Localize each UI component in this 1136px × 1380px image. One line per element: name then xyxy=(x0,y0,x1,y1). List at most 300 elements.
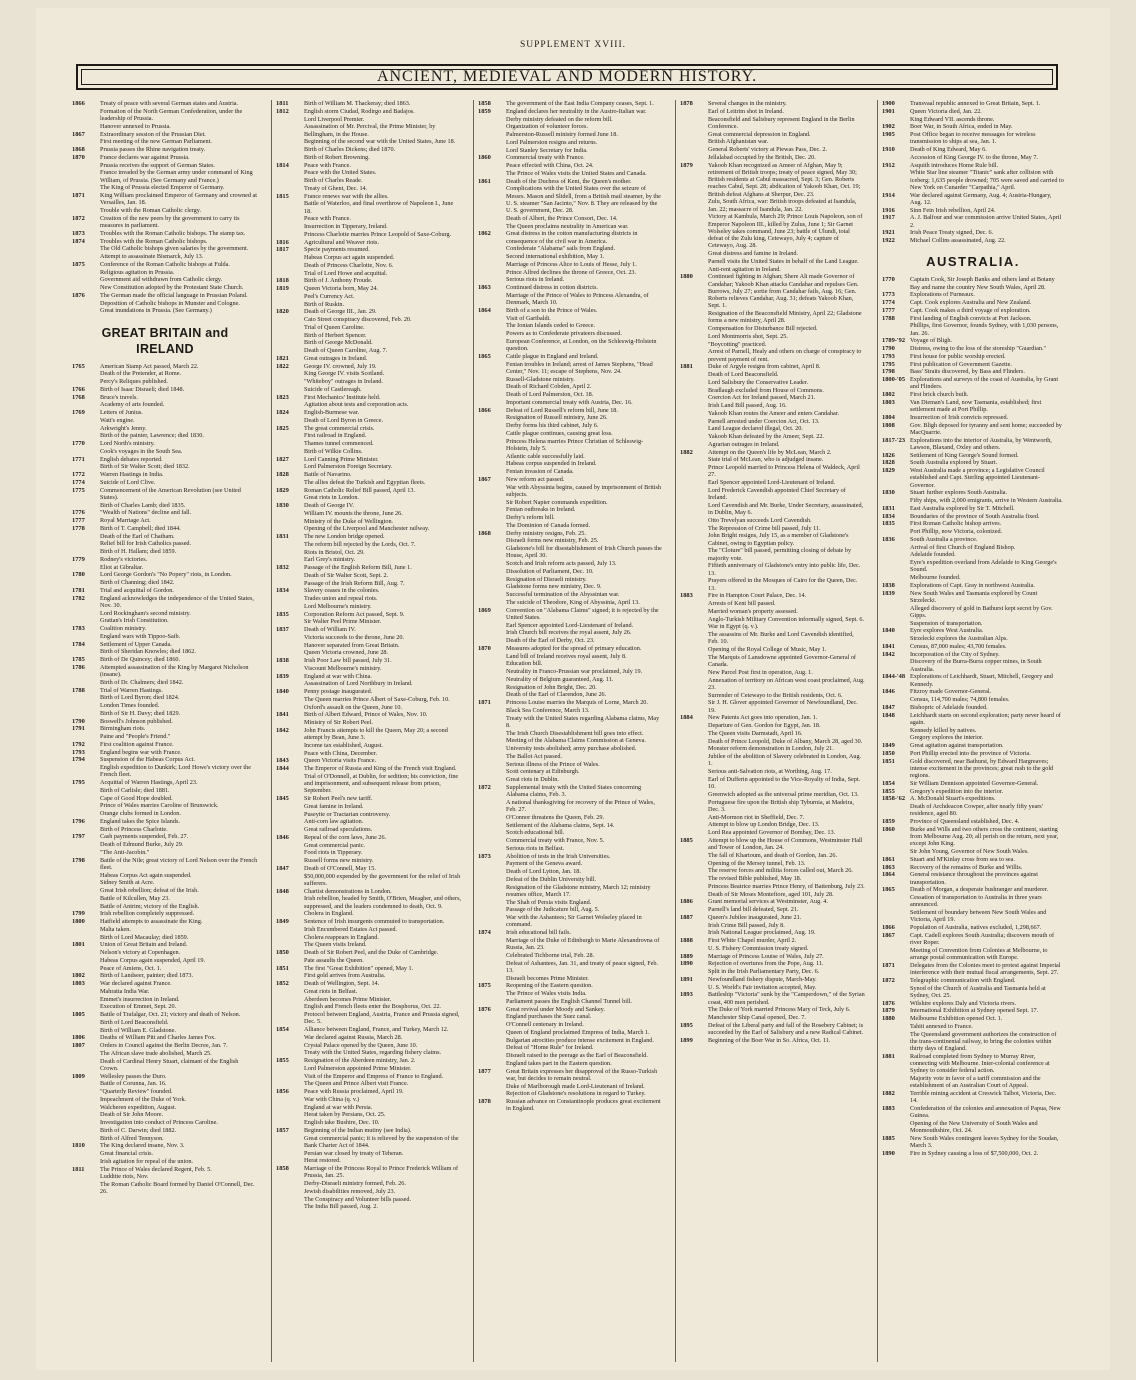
entry-text: Land League declared illegal, Oct. 20. xyxy=(708,425,803,433)
timeline-entry xyxy=(276,649,462,656)
entry-year: 1800-'05 xyxy=(882,376,906,383)
timeline-entry xyxy=(882,1023,1064,1030)
entry-text: Great financial crisis. xyxy=(100,1150,154,1157)
entry-text: Death of King Edward, May 6. xyxy=(910,146,987,153)
timeline-entry xyxy=(276,154,462,161)
entry-year: 1825 xyxy=(276,424,289,432)
entry-text: First Roman Catholic bishop arrives. xyxy=(910,520,1002,528)
entry-text: Lord North's ministry. xyxy=(100,440,155,447)
entry-text: Reopening of the Eastern question. xyxy=(506,982,593,990)
entry-year: 1867 xyxy=(882,931,895,939)
column-4 xyxy=(680,100,866,1362)
timeline-entry xyxy=(882,123,1064,130)
timeline-entry xyxy=(72,1173,258,1180)
entry-year: 1902 xyxy=(882,123,895,131)
entry-text: Queen Victoria died, Jan. 22. xyxy=(910,107,982,115)
entry-text: The Queen visits Darmstadt, April 16. xyxy=(708,729,803,737)
timeline-entry xyxy=(478,730,664,737)
timeline-entry xyxy=(882,1075,1064,1090)
entry-text: Disraeli forms new ministry, Feb. 25. xyxy=(506,537,599,545)
timeline-entry xyxy=(680,379,866,386)
entry-text: Gladstone's bill for disestablishment of Irish Church passes the House, April 30. xyxy=(506,545,662,560)
entry-text: Death of Edmund Burke, July 29. xyxy=(100,841,184,848)
entry-text: Arrival of first Church of England Bishop. xyxy=(910,543,1016,551)
column-5 xyxy=(882,100,1064,1362)
entry-year: 1846 xyxy=(276,833,289,841)
entry-text: Transvaal republic annexed to Great Britain, Sept. 1. xyxy=(910,100,1041,107)
entry-text: War declared against France. xyxy=(100,980,172,987)
entry-year: 1827 xyxy=(276,455,289,463)
entry-text: Trades union and repeal riots. xyxy=(304,595,378,602)
timeline-entry xyxy=(276,696,462,703)
timeline-entry xyxy=(72,833,258,840)
entry-text: Peel's Currency Act. xyxy=(304,292,355,300)
timeline-entry xyxy=(680,906,866,913)
entry-text: Birth of Landseer, painter; died 1873. xyxy=(100,972,194,980)
timeline-entry xyxy=(72,857,258,872)
timeline-entry xyxy=(72,401,258,408)
entry-year: 1899 xyxy=(680,1036,693,1044)
timeline-entry xyxy=(680,799,866,814)
entry-year: 1783 xyxy=(72,625,85,632)
entry-year: 1876 xyxy=(882,999,895,1007)
timeline-entry xyxy=(276,432,462,439)
timeline-entry xyxy=(478,407,664,414)
entry-text: U. S. Fishery Commission treaty signed. xyxy=(708,944,809,952)
timeline-entry xyxy=(276,123,462,138)
entry-year: 1811 xyxy=(276,100,289,107)
entry-year: 1847 xyxy=(882,703,895,711)
entry-text: Bruce's travels. xyxy=(100,393,138,401)
timeline-entry xyxy=(478,376,664,383)
timeline-entry xyxy=(276,688,462,695)
timeline-entry xyxy=(276,957,462,964)
timeline-entry xyxy=(72,1119,258,1126)
entry-text: Terrible mining accident at Creswick Talbot, Victoria, Dec. 14. xyxy=(910,1090,1057,1105)
entry-text: First White Chapel murder, April 2. xyxy=(708,937,797,944)
entry-year: 1860 xyxy=(882,825,895,833)
timeline-entry xyxy=(680,464,866,479)
timeline-entry xyxy=(72,1080,258,1087)
entry-text: Bulgarian atrocities produce intense excitement in England. xyxy=(506,1036,654,1044)
entry-year: 1870 xyxy=(478,644,491,652)
entry-year: 1889 xyxy=(680,952,693,960)
timeline-entry xyxy=(478,223,664,230)
timeline-entry xyxy=(680,162,866,198)
entry-text: The African slave trade abolished, March 25. xyxy=(100,1049,212,1057)
entry-text: Explorations and surveys of the coast of Australia, by Grant and Flinders. xyxy=(910,376,1059,391)
entry-text: Birth of Princess Charlotte. xyxy=(100,825,168,833)
entry-text: Peace with France. xyxy=(304,215,351,223)
timeline-entry xyxy=(882,229,1064,236)
entry-text: Birth of Herbert Spencer. xyxy=(304,331,367,339)
timeline-entry xyxy=(882,795,1064,802)
timeline-entry xyxy=(882,856,1064,863)
timeline-entry xyxy=(680,387,866,394)
entry-text: Anti-corn law agitation. xyxy=(304,818,364,826)
entry-text: Serious riots in Belfast. xyxy=(506,844,565,852)
timeline-entry xyxy=(882,100,1064,107)
entry-text: Cholera in England. xyxy=(304,910,354,918)
entry-text: George IV. crowned, July 19. xyxy=(304,362,377,370)
entry-year: 1791 xyxy=(72,725,85,733)
entry-text: Birmingham riots. xyxy=(100,725,146,733)
timeline-entry xyxy=(882,574,1064,581)
entry-text: Parnell's land bill defeated, Sept. 21. xyxy=(708,906,799,913)
timeline-entry xyxy=(276,193,462,200)
timeline-entry xyxy=(72,965,258,972)
entry-year: 1809 xyxy=(72,1072,85,1080)
timeline-entry xyxy=(478,438,664,453)
entry-text: Settlement of King George's Sound formed. xyxy=(910,451,1019,459)
entry-text: Boer War, in South Africa, ended in May. xyxy=(910,123,1013,131)
entry-text: Phillips, first Governor, founds Sydney, with 1,030 persons, Jan. 26. xyxy=(910,322,1059,337)
timeline-entry xyxy=(882,924,1064,931)
entry-text: Commencement of the American Revolution (see United States). xyxy=(100,486,241,501)
entry-text: Sidney Smith at Acre. xyxy=(100,879,155,887)
entry-text: White Star line steamer "Titanic" sank after collision with iceberg; 1,635 people drowned; 705 were saved and carried to New York on Cunarder "Carpathia," April. xyxy=(910,169,1064,191)
entry-text: Manchester Ship Canal opened, Dec. 7. xyxy=(708,1014,806,1021)
timeline-entry xyxy=(276,239,462,246)
timeline-entry xyxy=(72,810,258,817)
timeline-entry xyxy=(478,899,664,906)
entry-year: 1872 xyxy=(72,214,85,222)
timeline-entry xyxy=(882,322,1064,337)
entry-text: Port Phillip erected into the province of Victoria. xyxy=(910,749,1031,757)
entry-text: Disraeli raised to the peerage as the Earl of Beaconsfield. xyxy=(506,1052,648,1059)
timeline-entry xyxy=(680,852,866,859)
timeline-entry xyxy=(72,245,258,252)
entry-year: 1800 xyxy=(72,918,85,925)
timeline-entry xyxy=(680,363,866,370)
entry-year: 1912 xyxy=(882,161,895,169)
timeline-entry xyxy=(478,162,664,169)
entry-year: 1790 xyxy=(882,345,895,352)
entry-text: The great commercial crisis. xyxy=(304,424,375,432)
entry-text: Repeal of the corn laws, June 26. xyxy=(304,833,387,841)
entry-text: Census, 87,000 males; 43,700 females. xyxy=(910,642,1007,650)
entry-year: 1880 xyxy=(882,1015,895,1022)
timeline-entry xyxy=(72,826,258,833)
entry-year: 1841 xyxy=(882,642,895,650)
entry-text: The Queensland government authorizes the construction of the trans-continental railway, to bring the colonies within thirty days of England. xyxy=(910,1030,1057,1052)
entry-year: 1793 xyxy=(882,352,895,360)
entry-text: Confederation of the colonies and annexation of Papua, New Guinea. xyxy=(910,1105,1061,1120)
entry-year: 1879 xyxy=(882,1007,895,1015)
timeline-entry xyxy=(72,253,258,260)
timeline-entry xyxy=(680,875,866,882)
entry-year: 1777 xyxy=(72,517,85,524)
entry-text: Marriage of Princess Louise of Wales, July 27. xyxy=(708,952,824,960)
timeline-entry xyxy=(882,291,1064,298)
entry-text: Land bill of Ireland receives royal assent, July 8. xyxy=(506,652,627,660)
entry-text: Death of the Pretender, at Rome. xyxy=(100,370,182,378)
entry-text: The Queen and Prince Albert visit France. xyxy=(304,1080,409,1088)
entry-text: Mahratta India War. xyxy=(100,987,150,995)
timeline-entry xyxy=(72,694,258,701)
entry-text: Attempted assassination of the King by Margaret Nicholson (insane). xyxy=(100,663,249,678)
timeline-entry xyxy=(276,611,462,618)
entry-year: 1832 xyxy=(276,564,289,571)
entry-text: Death of Queen Caroline, Aug. 7. xyxy=(304,347,388,354)
entry-year: 1858 xyxy=(478,100,491,107)
timeline-entry xyxy=(276,370,462,377)
timeline-entry xyxy=(882,361,1064,368)
entry-text: Treaty of peace with several German states and Austria. xyxy=(100,100,239,107)
entry-year: 1768 xyxy=(72,393,85,401)
timeline-entry xyxy=(680,213,866,249)
entry-text: Sir J. H. Glover appointed Governor of Newfoundland, Dec. 19. xyxy=(708,699,858,714)
timeline-entry xyxy=(72,741,258,748)
timeline-entry xyxy=(72,146,258,153)
entry-text: Death of Cardinal Henry Stuart, claimant of the English Crown. xyxy=(100,1057,239,1072)
entry-text: Fenian invasion of Canada. xyxy=(506,468,574,475)
entry-text: New South Wales contingent leaves Sydney for the Soudan, March 3. xyxy=(910,1135,1059,1150)
entry-text: Peace with China, December. xyxy=(304,749,378,757)
entry-year: 1882 xyxy=(680,448,693,456)
timeline-entry xyxy=(882,962,1064,977)
entry-year: 1887 xyxy=(680,913,693,921)
timeline-entry xyxy=(680,753,866,768)
timeline-entry xyxy=(882,886,1064,893)
timeline-entry xyxy=(72,1127,258,1134)
entry-text: Deposition of Catholic bishops in Munster and Cologne. xyxy=(100,299,240,307)
timeline-entry xyxy=(882,635,1064,642)
entry-text: The Marquis of Lansdowne appointed Governor-General of Canada. xyxy=(708,653,856,668)
timeline-entry xyxy=(680,914,866,921)
timeline-entry xyxy=(882,605,1064,620)
timeline-entry xyxy=(478,745,664,752)
timeline-entry xyxy=(72,679,258,686)
entry-year: 1811 xyxy=(72,1165,85,1173)
entry-text: Birth of Albert Edward, Prince of Wales, Nov. 10. xyxy=(304,711,428,719)
timeline-entry xyxy=(680,730,866,737)
entry-year: 1855 xyxy=(276,1057,289,1064)
timeline-entry xyxy=(276,1135,462,1150)
timeline-entry xyxy=(882,1105,1064,1120)
timeline-entry xyxy=(276,162,462,169)
timeline-entry xyxy=(276,347,462,354)
entry-year: 1860 xyxy=(478,154,491,162)
entry-text: Victoria succeeds to the throne, June 20. xyxy=(304,633,404,641)
entry-text: Eliot at Gibraltar. xyxy=(100,563,144,571)
entry-text: Derby's reform bill. xyxy=(506,514,555,521)
entry-text: Celebrated Tichborne trial, Feb. 28. xyxy=(506,951,595,959)
entry-text: France declares war against Prussia. xyxy=(100,153,190,161)
timeline-entry xyxy=(276,293,462,300)
entry-year: 1823 xyxy=(276,393,289,401)
timeline-entry xyxy=(882,108,1064,115)
entry-text: Opening of the Liverpool and Manchester railway. xyxy=(304,525,430,533)
timeline-entry xyxy=(276,246,462,253)
timeline-entry xyxy=(478,399,664,406)
timeline-entry xyxy=(680,547,866,562)
entry-text: Scott centenary at Edinburgh. xyxy=(506,768,580,776)
entry-year: 1863 xyxy=(882,863,895,871)
entry-text: Greenwich adopted as the universal prime meridian, Oct. 13. xyxy=(708,790,859,798)
timeline-entry xyxy=(478,522,664,529)
entry-text: Death of Richard Cobden, April 2. xyxy=(506,383,592,391)
timeline-entry xyxy=(882,459,1064,466)
entry-text: Population of Australia, natives excluded, 1,298,667. xyxy=(910,924,1042,931)
timeline-entry xyxy=(680,250,866,257)
entry-text: Lord Rea appointed Governor of Bombay, Dec. 13. xyxy=(708,829,836,836)
timeline-entry xyxy=(72,517,258,524)
entry-year: 1895 xyxy=(680,1021,693,1029)
timeline-entry xyxy=(882,1090,1064,1105)
timeline-entry xyxy=(478,476,664,483)
entry-year: 1848 xyxy=(276,887,289,895)
timeline-entry xyxy=(276,811,462,818)
entry-text: Birth of William M. Thackeray; died 1863. xyxy=(304,100,411,107)
timeline-entry xyxy=(680,487,866,502)
entry-text: Passage of the Irish Reform Bill, Aug. 7. xyxy=(304,579,405,587)
entry-text: West Australia made a province; a Legislative Council established and Capt. Sterling appointed Lieutenant-Governor. xyxy=(910,467,1045,489)
entry-text: Earl of Leitrim shot in Ireland. xyxy=(708,107,784,115)
entry-text: Marriage of Princess Alice to Louis of Hesse, July 1. xyxy=(506,260,637,268)
timeline-entry xyxy=(478,583,664,590)
entry-year: 1830 xyxy=(882,489,895,497)
timeline-entry xyxy=(478,269,664,276)
timeline-entry xyxy=(680,867,866,874)
timeline-entry xyxy=(72,910,258,917)
entry-text: The Irish Church Disestablishment bill goes into effect. xyxy=(506,729,644,737)
entry-text: France renews war with the allies. xyxy=(304,192,389,200)
entry-text: "The Anti-Jacobin." xyxy=(100,848,150,856)
entry-year: 1878 xyxy=(680,100,693,107)
timeline-entry xyxy=(276,1104,462,1111)
entry-text: Crystal Palace opened by the Queen, June 10. xyxy=(304,1041,418,1049)
entry-year: 1917 xyxy=(882,214,895,222)
timeline-entry xyxy=(72,292,258,299)
timeline-entry xyxy=(478,116,664,123)
timeline-entry xyxy=(276,673,462,680)
entry-text: Habeas Corpus act again suspended. xyxy=(304,254,395,261)
entry-year: 1771 xyxy=(72,455,85,463)
entry-text: Treaty with the United States regarding Alabama claims, May 8. xyxy=(506,714,660,729)
timeline-entry xyxy=(680,616,866,623)
entry-year: 1840 xyxy=(276,688,289,695)
entry-text: Death of Sir Moses Montefiore, aged 101, July 28. xyxy=(708,890,834,898)
entry-year: 1861 xyxy=(882,855,895,863)
timeline-entry xyxy=(680,449,866,456)
entry-text: Lord George Gordon's "No Popery" riots, in London. xyxy=(100,571,232,579)
timeline-entry xyxy=(276,849,462,856)
entry-text: Birth of De Quincey; died 1860. xyxy=(100,656,181,663)
entry-text: South Australia a province. xyxy=(910,535,978,543)
timeline-entry xyxy=(882,505,1064,512)
timeline-entry xyxy=(680,791,866,798)
entry-text: Puseyite or Tractarian controversy. xyxy=(304,810,391,818)
timeline-entry xyxy=(72,787,258,794)
entry-text: Percy's Reliques published. xyxy=(100,378,168,385)
timeline-entry xyxy=(882,337,1064,344)
timeline-entry xyxy=(478,715,664,730)
timeline-entry xyxy=(882,864,1064,871)
entry-text: Birth of Charles Lamb; died 1835. xyxy=(100,501,186,509)
entry-text: Gov. Bligh deposed for tyranny and sent home; succeeded by MacQuarrie. xyxy=(910,421,1062,436)
timeline-entry xyxy=(478,1098,664,1113)
timeline-entry xyxy=(72,502,258,509)
timeline-entry xyxy=(72,1104,258,1111)
entry-year: 1819 xyxy=(276,285,289,292)
timeline-entry xyxy=(680,623,866,630)
entry-text: Death of Lord Byron in Greece. xyxy=(304,416,384,424)
timeline-entry xyxy=(478,530,664,537)
timeline-entry xyxy=(276,556,462,563)
entry-text: Meeting of Convention from Colonies at Melbourne, to arrange postal communication with Europe. xyxy=(910,946,1048,961)
entry-text: Ludditte riots, Nov. xyxy=(100,1173,149,1181)
timeline-entry xyxy=(882,162,1064,169)
timeline-entry xyxy=(276,988,462,995)
timeline-entry xyxy=(72,795,258,802)
timeline-entry xyxy=(882,497,1064,504)
timeline-entry xyxy=(680,669,866,676)
entry-text: Malta taken. xyxy=(100,925,131,933)
entry-text: Irish Land Bill passed, Aug. 16. xyxy=(708,402,787,409)
entry-text: Tahiti annexed to France. xyxy=(910,1022,973,1030)
entry-text: Earl Spencer appointed Lord-Lieutenant of Ireland. xyxy=(708,479,836,486)
entry-text: Death of Princess Charlotte, Nov. 6. xyxy=(304,261,394,269)
entry-text: Passage of the Judicature bill, Aug. 5. xyxy=(506,906,600,914)
entry-text: First gold arrives from Australia. xyxy=(304,972,386,980)
entry-text: Irish Peace Treaty signed, Dec. 6. xyxy=(910,229,994,237)
entry-text: Opening of the Royal College of Music, May 1. xyxy=(708,646,827,653)
entry-text: Death of George IV. xyxy=(304,502,354,509)
entry-text: Birth of J. Anthony Froude. xyxy=(304,277,373,285)
timeline-entry xyxy=(276,401,462,408)
timeline-entry xyxy=(478,361,664,376)
entry-text: Slavery ceases in the colonies. xyxy=(304,587,380,595)
entry-year: 1794 xyxy=(72,756,85,764)
timeline-entry xyxy=(882,207,1064,214)
entry-text: Successful termination of the Abyssinian war. xyxy=(506,591,620,598)
timeline-entry xyxy=(478,668,664,675)
entry-text: Van Dieman's Land, now Tasmania, established; first settlement made at Port Phillip. xyxy=(910,398,1042,413)
timeline-entry xyxy=(72,633,258,640)
timeline-entry xyxy=(478,1037,664,1044)
entry-year: 1874 xyxy=(72,237,85,245)
timeline-entry xyxy=(276,750,462,757)
timeline-entry xyxy=(276,533,462,540)
timeline-entry xyxy=(72,1088,258,1095)
timeline-entry xyxy=(680,738,866,745)
entry-text: The "Cloture" bill passed, permitting closing of debate by majority vote. xyxy=(708,547,852,562)
entry-year: 1901 xyxy=(882,107,895,115)
entry-text: Victory at Kambula, March 29; Prince Louis Napoleon, son of Emperor Napoleon III., killed by Zulus, June 1; Sir Garnet Wolseley takes command, June 23; battle of Ulundi, total defeat of the Zulu king, Cetewayo, July 4; capture of Cetewayo, Aug. 28. xyxy=(708,213,863,250)
entry-text: Stuart and M'Kinlay cross from sea to sea. xyxy=(910,855,1015,863)
entry-text: The King of Prussia elected Emperor of Germany. xyxy=(100,184,225,192)
entry-text: Great riots in Dublin. xyxy=(506,776,559,783)
entry-text: Distress, owing to the loss of the storeship "Guardian." xyxy=(910,345,1047,352)
entry-text: "Boycotting" practiced. xyxy=(708,340,767,348)
entry-text: The reform bill rejected by the Lords, Oct. 7. xyxy=(304,540,416,548)
entry-text: Serious riots in Ireland. xyxy=(506,276,565,284)
timeline-entry xyxy=(680,502,866,517)
timeline-entry xyxy=(478,170,664,177)
timeline-entry xyxy=(276,642,462,649)
timeline-entry xyxy=(276,980,462,987)
entry-text: The revised Bible published, May 18. xyxy=(708,875,802,882)
timeline-entry xyxy=(680,953,866,960)
timeline-entry xyxy=(680,976,866,983)
timeline-entry xyxy=(276,941,462,948)
entry-text: Palmerston-Russell ministry formed June 18. xyxy=(506,131,618,138)
entry-text: Duke of Argyle resigns from cabinet, April 8. xyxy=(708,363,821,371)
timeline-entry xyxy=(680,592,866,599)
entry-text: Zulu, South Africa, war: British troops defeated at Isandula, Jan. 22; massacre of Isandula, Jan. 22. xyxy=(708,198,857,213)
timeline-entry xyxy=(276,888,462,895)
